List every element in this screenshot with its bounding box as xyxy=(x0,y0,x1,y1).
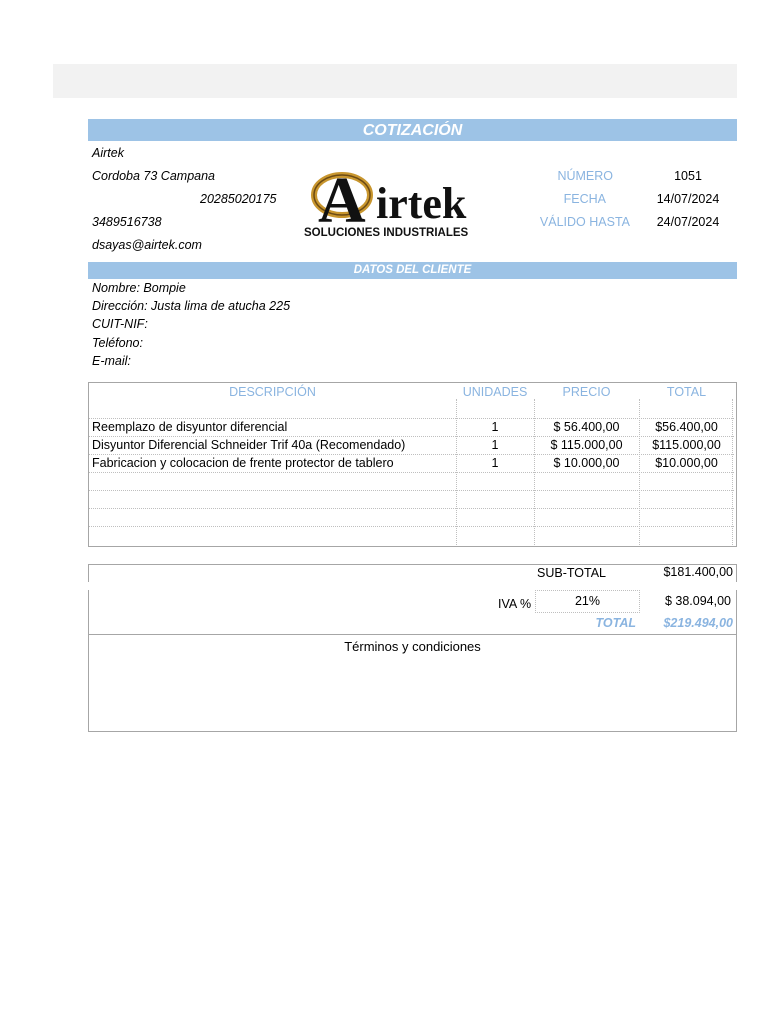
item-desc: Disyuntor Diferencial Schneider Trif 40a (Recomendado) xyxy=(92,438,406,452)
subtotal-box xyxy=(88,564,737,582)
client-direccion: Dirección: Justa lima de atucha 225 xyxy=(92,299,291,313)
client-telefono: Teléfono: xyxy=(92,336,143,350)
row-divider xyxy=(89,454,734,455)
item-desc: Reemplazo de disyuntor diferencial xyxy=(92,420,288,434)
col-descripcion: DESCRIPCIÓN xyxy=(229,385,316,399)
logo-initial: A xyxy=(318,164,366,237)
item-price: $ 115.000,00 xyxy=(550,438,623,452)
fecha-label: FECHA xyxy=(563,192,606,206)
col-precio: PRECIO xyxy=(562,385,611,399)
company-name: Airtek xyxy=(92,146,124,160)
quote-title: COTIZACIÓN xyxy=(88,119,737,141)
logo-brand: irtek xyxy=(376,179,467,228)
row-divider xyxy=(89,418,734,419)
terms-title: Términos y condiciones xyxy=(344,639,481,654)
item-units: 1 xyxy=(491,438,499,452)
iva-amount: $ 38.094,00 xyxy=(664,594,731,608)
subtotal-value: $181.400,00 xyxy=(663,565,733,579)
company-email: dsayas@airtek.com xyxy=(92,238,202,252)
valido-value: 24/07/2024 xyxy=(656,215,720,229)
valido-label: VÁLIDO HASTA xyxy=(539,215,630,229)
row-divider xyxy=(89,436,734,437)
iva-rate: 21% xyxy=(535,590,640,613)
row-divider xyxy=(89,526,734,527)
row-divider xyxy=(89,490,734,491)
item-total: $10.000,00 xyxy=(655,456,718,470)
total-label: TOTAL xyxy=(595,616,636,630)
subtotal-label: SUB-TOTAL xyxy=(537,566,606,580)
terms-box xyxy=(88,634,737,732)
items-table xyxy=(88,382,737,547)
item-price: $ 56.400,00 xyxy=(553,420,620,434)
totals-left-border xyxy=(88,590,89,634)
iva-label: IVA % xyxy=(498,597,532,611)
item-total: $115.000,00 xyxy=(652,438,721,452)
col-total: TOTAL xyxy=(666,385,707,399)
company-phone: 3489516738 xyxy=(92,215,162,229)
item-units: 1 xyxy=(491,456,499,470)
airtek-logo xyxy=(302,160,492,240)
col-unidades: UNIDADES xyxy=(462,385,528,399)
total-value: $219.494,00 xyxy=(663,616,733,630)
totals-right-border xyxy=(736,590,737,634)
item-units: 1 xyxy=(491,420,499,434)
item-price: $ 10.000,00 xyxy=(553,456,620,470)
row-divider xyxy=(89,472,734,473)
toolbar-strip xyxy=(53,64,737,98)
item-total: $56.400,00 xyxy=(655,420,718,434)
item-desc: Fabricacion y colocacion de frente protector de tablero xyxy=(92,456,394,470)
company-address: Cordoba 73 Campana xyxy=(92,169,215,183)
client-cuit: CUIT-NIF: xyxy=(92,317,148,331)
client-nombre: Nombre: Bompie xyxy=(92,281,186,295)
company-cuit: 20285020175 xyxy=(200,192,277,206)
numero-value: 1051 xyxy=(674,169,702,183)
fecha-value: 14/07/2024 xyxy=(656,192,720,206)
client-email: E-mail: xyxy=(92,354,131,368)
row-divider xyxy=(89,508,734,509)
client-band: DATOS DEL CLIENTE xyxy=(88,262,737,279)
numero-label: NÚMERO xyxy=(557,169,613,183)
logo-tagline: SOLUCIONES INDUSTRIALES xyxy=(304,227,469,239)
